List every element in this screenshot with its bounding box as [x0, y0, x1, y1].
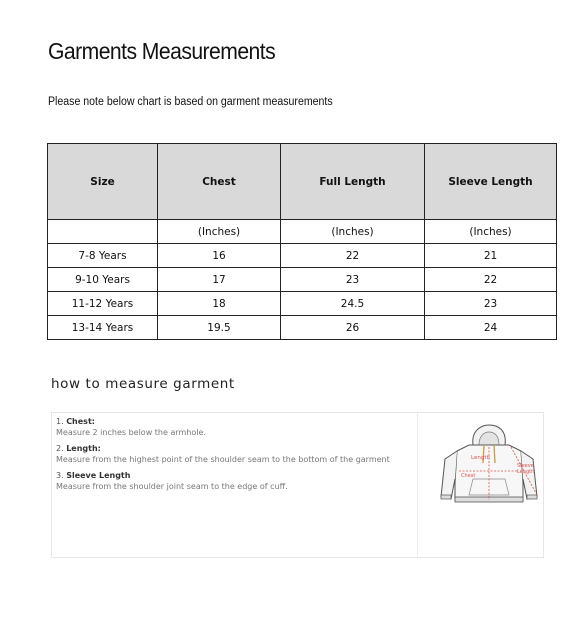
instruction-desc: Measure from the highest point of the shoulder seam to the bottom of the garment	[56, 454, 390, 464]
chart-note: Please note below chart is based on garment measurements	[48, 96, 333, 108]
hoodie-diagram	[437, 423, 541, 515]
header-chest: Chest	[158, 144, 281, 220]
instruction-chest	[56, 417, 412, 438]
size-cell: 9-10 Years	[48, 268, 158, 292]
drawstring-right	[494, 445, 495, 463]
measure-guide-panel	[51, 412, 544, 558]
right-cuff	[527, 495, 537, 499]
unit-cell: (Inches)	[425, 220, 557, 244]
length-cell: 24.5	[281, 292, 425, 316]
size-cell: 11-12 Years	[48, 292, 158, 316]
header-full-length: Full Length	[281, 144, 425, 220]
left-cuff	[441, 495, 451, 499]
how-to-measure-title: how to measure garment	[51, 376, 235, 392]
sleeve-cell: 22	[425, 268, 557, 292]
sleeve-label-line2: Length	[517, 469, 535, 475]
chest-cell: 17	[158, 268, 281, 292]
unit-cell	[48, 220, 158, 244]
instruction-desc: Measure from the shoulder joint seam to the edge of cuff.	[56, 481, 288, 491]
size-cell: 7-8 Years	[48, 244, 158, 268]
header-size: Size	[48, 144, 158, 220]
length-cell: 26	[281, 316, 425, 340]
sleeve-label-line1: Sleeve	[517, 463, 534, 469]
table-units-row	[48, 220, 557, 244]
page-title: Garments Measurements	[48, 38, 276, 64]
chest-label: Chest	[461, 473, 476, 479]
table-row	[48, 292, 557, 316]
unit-cell: (Inches)	[281, 220, 425, 244]
chest-cell: 18	[158, 292, 281, 316]
sleeve-cell: 21	[425, 244, 557, 268]
length-label: Length	[471, 455, 490, 461]
size-cell: 13-14 Years	[48, 316, 158, 340]
unit-cell: (Inches)	[158, 220, 281, 244]
table-row	[48, 268, 557, 292]
panel-divider	[417, 413, 418, 557]
size-chart-table	[47, 143, 557, 340]
instruction-label: Sleeve Length	[66, 471, 131, 480]
instruction-number: 2.	[56, 444, 64, 453]
instruction-desc: Measure 2 inches below the armhole.	[56, 427, 206, 437]
instruction-number: 1.	[56, 417, 64, 426]
sleeve-cell: 24	[425, 316, 557, 340]
measure-instructions	[56, 417, 412, 498]
table-header-row	[48, 144, 557, 220]
table-row	[48, 316, 557, 340]
instruction-length	[56, 444, 412, 465]
table-row	[48, 244, 557, 268]
chest-cell: 16	[158, 244, 281, 268]
length-cell: 22	[281, 244, 425, 268]
header-sleeve-length: Sleeve Length	[425, 144, 557, 220]
length-cell: 23	[281, 268, 425, 292]
instruction-number: 3.	[56, 471, 64, 480]
chest-cell: 19.5	[158, 316, 281, 340]
instruction-label: Chest:	[66, 417, 95, 426]
sleeve-cell: 23	[425, 292, 557, 316]
instruction-sleeve	[56, 471, 412, 492]
instruction-label: Length:	[66, 444, 101, 453]
